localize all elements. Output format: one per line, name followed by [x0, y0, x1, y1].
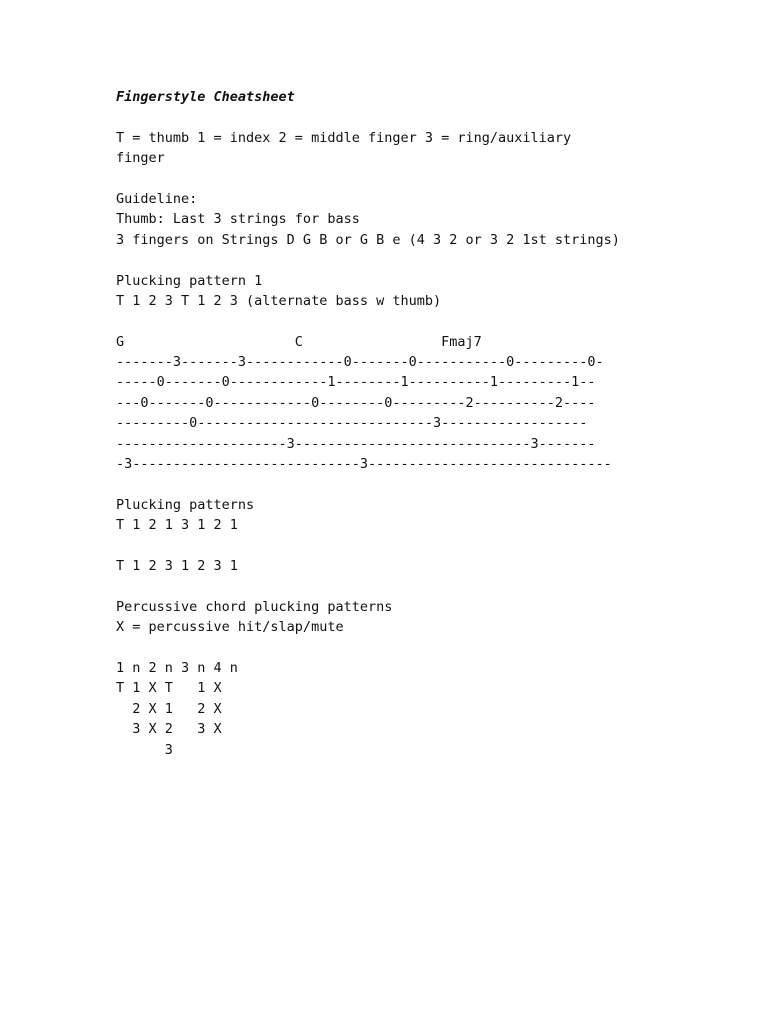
blank-line [116, 638, 756, 658]
percussive-line: T 1 X T 1 X [116, 680, 222, 697]
blank-line [116, 169, 756, 189]
guideline-fingers: 3 fingers on Strings D G B or G B e (4 3 2 or 3 2 1st strings) [116, 231, 620, 248]
pattern1-heading: Plucking pattern 1 [116, 272, 263, 289]
tab-line: ---0-------0------------0--------0---------2----------2---- [116, 394, 596, 411]
blank-line [116, 250, 756, 270]
guideline-heading: Guideline: [116, 190, 198, 207]
finger-legend-line: finger [116, 150, 165, 167]
percussive-legend: X = percussive hit/slap/mute [116, 619, 344, 636]
patterns-heading: Plucking patterns [116, 496, 255, 513]
blank-line [116, 536, 756, 556]
pattern-line: T 1 2 3 1 2 3 1 [116, 557, 238, 574]
percussive-line: 3 [116, 741, 173, 758]
percussive-line: 3 X 2 3 X [116, 721, 222, 738]
percussive-heading: Percussive chord plucking patterns [116, 598, 393, 615]
chord-names: G C Fmaj7 [116, 333, 482, 350]
blank-line [116, 311, 756, 331]
pattern1-sequence: T 1 2 3 T 1 2 3 (alternate bass w thumb) [116, 292, 442, 309]
tab-line: ---------------------3-----------------------------3------- [116, 435, 596, 452]
tab-line: ---------0-----------------------------3------------------ [116, 415, 588, 432]
percussive-line: 1 n 2 n 3 n 4 n [116, 659, 238, 676]
blank-line [116, 474, 756, 494]
document-page [116, 87, 756, 760]
tab-line: -------3-------3------------0-------0-----------0---------0- [116, 354, 604, 371]
pattern-line: T 1 2 1 3 1 2 1 [116, 517, 238, 534]
guideline-thumb: Thumb: Last 3 strings for bass [116, 211, 360, 228]
percussive-line: 2 X 1 2 X [116, 700, 222, 717]
document-title: Fingerstyle Cheatsheet [116, 89, 295, 105]
blank-line [116, 107, 756, 127]
tab-line: -3----------------------------3------------------------------ [116, 456, 612, 473]
finger-legend-line: T = thumb 1 = index 2 = middle finger 3 = ring/auxiliary [116, 129, 572, 146]
blank-line [116, 576, 756, 596]
tab-line: -----0-------0------------1--------1----------1---------1-- [116, 374, 596, 391]
